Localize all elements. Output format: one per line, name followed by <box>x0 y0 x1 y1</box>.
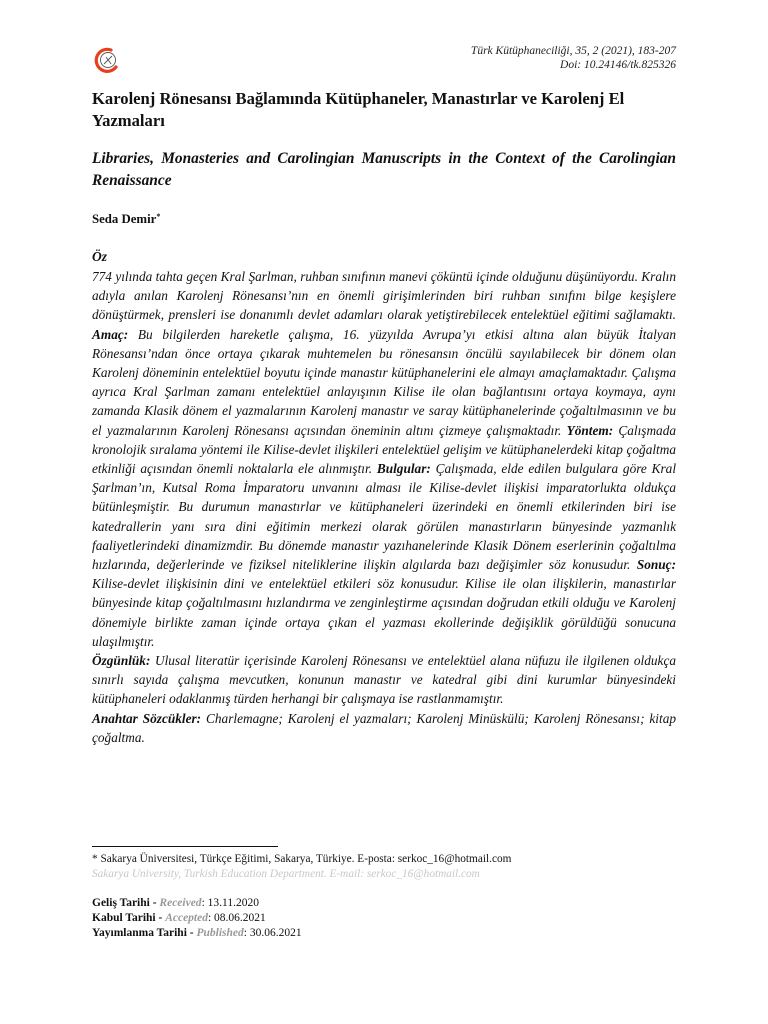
keywords-text: Charlemagne; Karolenj el yazmaları; Karolenj Minüskülü; Karolenj Rönesansı; kitap çoğaltma. <box>92 710 676 745</box>
received-value: : 13.11.2020 <box>201 897 259 909</box>
footnote-affiliation-tr: * Sakarya Üniversitesi, Türkçe Eğitimi, Sakarya, Türkiye. E-posta: serkoc_16@hotmail.com <box>92 853 512 865</box>
sonuc-text: Kilise-devlet ilişkisinin dini ve entelektüel etkileri söz konusudur. Kilise ile olan ilişkilerin, manastırlar bünyesinde kitap çoğaltılmasını hızlandırma ve zenginleştirme açısından doğrudan etkili olduğu ve Karolenj dönemiyle birlikte zaman içinde ortaya çıkan el yazması ekollerinde değişiklik görüldüğü sonucuna ulaşılmıştır. <box>92 576 676 649</box>
title-turkish: Karolenj Rönesansı Bağlamında Kütüphaneler, Manastırlar ve Karolenj El Yazmaları <box>92 89 625 130</box>
accepted-label-en: Accepted <box>165 912 208 924</box>
abstract-intro: 774 yılında tahta geçen Kral Şarlman, ruhban sınıfının manevi çöküntü içinde olduğunu düşünüyordu. Kralın adıyla anılan Karolenj Rönesansı’nın en önemli girişimlerinden biri ruhban sınıfını bilge keşişlere dönüştürmek, prensleri ise donanımlı devlet adamları olarak yetiştirebilecek entelektüel eğitimi sağlamaktı. <box>92 269 676 323</box>
bulgular-label: Bulgular: <box>376 461 431 477</box>
received-date-row <box>92 896 302 911</box>
accepted-value: : 08.06.2021 <box>207 912 266 924</box>
amac-text: Bu bilgilerden hareketle çalışma, 16. yüzyılda Avrupa’yı etkisi altına alan büyük İtalyan Rönesansı’ndan önce ortaya çıkarak muhtemelen bu rönesansın öncülü sayılabilecek bir dönem olan Karolenj döneminin entelektüel boyutu içinde manastır kütüphanelerini ele almayı amaçlamaktadır. Çalışma ayrıca Kral Şarlman zamanı entelektüel anlayışının Kilise ile olan bağlantısını ortaya koymaya, aynı zamanda Klasik dönem el yazmalarının Karolenj manastır ve saray kütüphanelerinde çoğaltılmasının ve bu el yazmalarının Karolenj Rönesansı açısından öneminin altını çizmeye çalışmaktadır. <box>92 326 676 438</box>
sonuc-label: Sonuç: <box>636 557 676 573</box>
bulgular-text: Çalışmada, elde edilen bulgulara göre Kral Şarlman’ın, Kutsal Roma İmparatoru unvanını alması ile Kilise-devlet ilişkisi imparatorlukta oldukça bütünleşmiştir. Bu durumun manastırlar ve kütüphaneleri üzerindeki en önemli etkilerinden biri ise katedrallerin yanı sıra dini eğitimin merkezi olarak görülen manastırların bünyesinde yazmanlık faaliyetlerindeki dinamizmdir. Bu dönemde manastır yazıhanelerinde Klasik Dönem eserlerinin çoğaltılma hızlarında, değerlerinde ve fiziksel niteliklerine ilişkin algılarda bazı değişimler söz konusudur. <box>92 461 677 573</box>
abstract-body <box>92 267 676 747</box>
abstract-heading: Öz <box>92 249 108 264</box>
title-english: Libraries, Monasteries and Carolingian Manuscripts in the Context of the Carolingian Renaissance <box>92 150 676 189</box>
article-dates <box>92 896 302 941</box>
journal-citation: Türk Kütüphaneciliği, 35, 2 (2021), 183-207 <box>470 45 676 57</box>
published-label: Yayımlanma Tarihi - <box>92 927 194 939</box>
author-text: Seda Demir <box>92 212 157 226</box>
received-label-en: Received <box>159 897 202 909</box>
published-value: : 30.06.2021 <box>243 927 302 939</box>
yontem-label: Yöntem: <box>566 422 614 438</box>
yontem-text: Çalışmada kronolojik sıralama yöntemi ile Kilise-devlet ilişkileri entelektüel gelişim ve kütüphanelerdeki kitap çoğaltma etkinliği açısından önemli noktalarla ele alınmıştır. <box>92 422 677 477</box>
amac-label: Amaç: <box>92 326 129 342</box>
author-footnote-mark: * <box>156 212 161 221</box>
accepted-label: Kabul Tarihi - <box>92 912 163 924</box>
journal-doi: Doi: 10.24146/tk.825326 <box>560 59 676 71</box>
footnote-divider <box>92 846 278 847</box>
published-date-row <box>92 926 302 941</box>
ozgunluk-text: Ulusal literatür içerisinde Karolenj Rönesansı ve entelektüel alana nüfuzu ile ilgilenen oldukça sınırlı sayıda çalışma mevcutken, konunun manastır ve katedral gibi dini kurumlar bünyesindeki kütüphaneleri odaklanmış türden herhangi bir çalışmaya ise rastlanmamıştır. <box>92 653 676 707</box>
author-name <box>92 212 160 227</box>
received-label: Geliş Tarihi - <box>92 897 157 909</box>
accepted-date-row <box>92 911 302 926</box>
journal-header <box>471 44 676 72</box>
ozgunluk-label: Özgünlük: <box>92 653 151 669</box>
keywords-label: Anahtar Sözcükler: <box>92 710 202 726</box>
journal-logo-icon <box>92 46 122 74</box>
footnote-affiliation-en: Sakarya University, Turkish Education Department. E-mail: serkoc_16@hotmail.com <box>92 868 480 880</box>
published-label-en: Published <box>196 927 244 939</box>
